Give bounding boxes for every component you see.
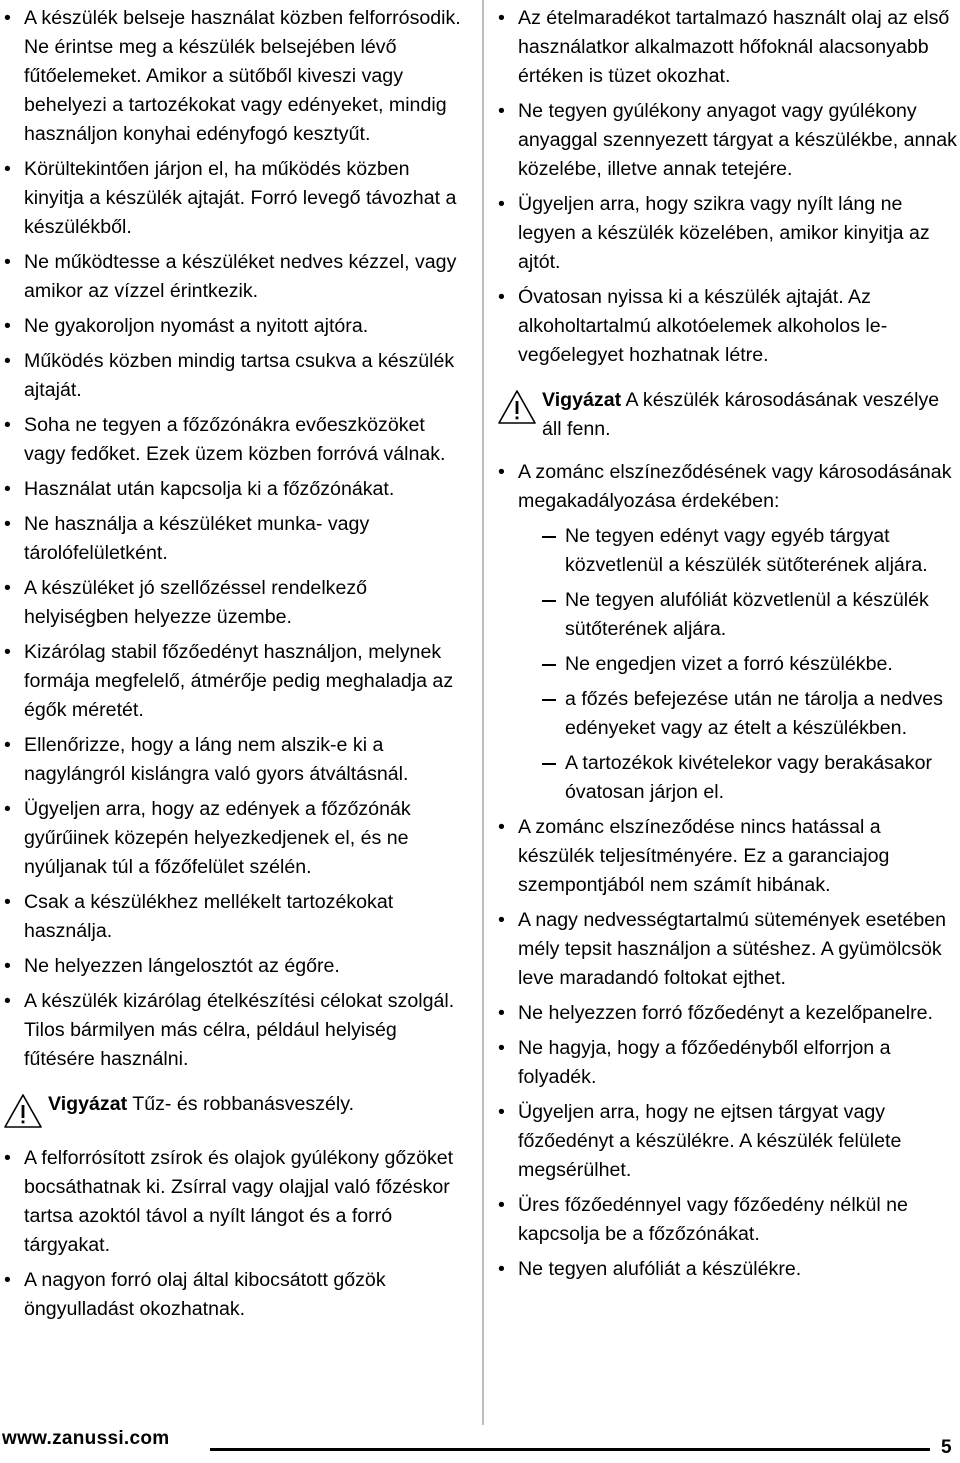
list-item: • Üres főzőedénnyel vagy főzőedény nélkül ne kapcsolja be a főzőzónákat. (496, 1191, 958, 1249)
warning-label: Vigyázat (542, 389, 622, 411)
list-item: • Használat után kapcsolja ki a főzőzónákat. (2, 475, 465, 504)
left-bullet-list-2 (2, 1144, 465, 1324)
right-bullet-list-2 (496, 813, 958, 1284)
list-item: • Működés közben mindig tartsa csukva a készülék ajtaját. (2, 347, 465, 405)
warning-triangle-icon (2, 1092, 44, 1130)
list-item: • A nagyon forró olaj által kibocsátott gőzök öngyulladást okozhatnak. (2, 1266, 465, 1324)
damage-warning (496, 386, 958, 444)
list-item: • Csak a készülékhez mellékelt tartozékokat használja. (2, 888, 465, 946)
list-item: • A készülék belseje használat közben felforrósodik. Ne érintse meg a készülék belsejében lévő fűtőelemeket. Amikor a sütőből kiveszi vagy behelyezi a tartozékokat vagy edényeket, mindig használjon konyhai edényfogó kesztyűt. (2, 4, 465, 149)
list-item: • Ügyeljen arra, hogy az edények a főzőzónák gyűrűinek közepén helyezkedjenek el, és ne nyúljanak túl a főzőfelület szélén. (2, 795, 465, 882)
list-item: • Körültekintően járjon el, ha működés közben kinyitja a készülék ajtaját. Forró levegő távozhat a készülékből. (2, 155, 465, 242)
list-item: • Ne használja a készüléket munka- vagy tárolófelületként. (2, 510, 465, 568)
right-column (496, 4, 958, 1290)
dash-list-item: A tartozékok kivételekor vagy berakásakor óvatosan járjon el. (518, 749, 958, 807)
list-item: • A készüléket jó szellőzéssel rendelkező helyiségben helyezze üzembe. (2, 574, 465, 632)
list-item: • Ellenőrizze, hogy a láng nem alszik-e ki a nagylángról kislángra való gyors átváltásnál. (2, 731, 465, 789)
footer-rule (210, 1448, 930, 1451)
dash-list-item: Ne engedjen vizet a forró készülékbe. (518, 650, 958, 679)
warning-text (542, 386, 958, 444)
warning-text (48, 1090, 354, 1119)
enamel-list (496, 458, 958, 807)
list-item: • A nagy nedvességtartalmú sütemények esetében mély tepsit használjon a sütéshez. A gyümölcsök leve maradandó foltokat ejthet. (496, 906, 958, 993)
warning-message: Tűz- és robbanásveszély. (127, 1093, 355, 1115)
list-item: • Ne működtesse a készüléket nedves kézzel, vagy amikor az vízzel érintkezik. (2, 248, 465, 306)
list-item: • Ügyeljen arra, hogy szikra vagy nyílt láng ne legyen a készülék közelében, amikor kinyitja az ajtót. (496, 190, 958, 277)
list-item: • Óvatosan nyissa ki a készülék ajtaját. Az alkoholtartalmú alkotóelemek alkoholos levegőelegyet hozhatnak létre. (496, 283, 958, 370)
list-item: • Ne tegyen alufóliát a készülékre. (496, 1255, 958, 1284)
list-item: • Az ételmaradékot tartalmazó használt olaj az első használatkor alkalmazott hőfoknál alacsonyabb értéken is tüzet okozhat. (496, 4, 958, 91)
left-bullet-list-1 (2, 4, 465, 1074)
list-item: • Ne gyakoroljon nyomást a nyitott ajtóra. (2, 312, 465, 341)
list-item: • Ne helyezzen forró főzőedényt a kezelőpanelre. (496, 999, 958, 1028)
dash-list-item: Ne tegyen alufóliát közvetlenül a készülék sütőterének aljára. (518, 586, 958, 644)
warning-message: A készülék károsodásának veszélye áll fenn. (542, 389, 940, 440)
dash-list-item: Ne tegyen edényt vagy egyéb tárgyat közvetlenül a készülék sütőterének aljára. (518, 522, 958, 580)
dash-list-item: a főzés befejezése után ne tárolja a nedves edényeket vagy az ételt a készülékben. (518, 685, 958, 743)
list-item: • A zománc elszíneződése nincs hatással a készülék teljesítményére. Ez a garanciajog szempontjából nem számít hibának. (496, 813, 958, 900)
warning-triangle-icon (496, 388, 538, 426)
list-item: • A készülék kizárólag ételkészítési célokat szolgál. Tilos bármilyen más célra, például helyiség fűtésére használni. (2, 987, 465, 1074)
list-item: • Ügyeljen arra, hogy ne ejtsen tárgyat vagy főzőedényt a készülékre. A készülék felülete megsérülhet. (496, 1098, 958, 1185)
list-item: • Ne helyezzen lángelosztót az égőre. (2, 952, 465, 981)
warning-label: Vigyázat (48, 1093, 128, 1115)
left-column (2, 4, 465, 1330)
column-divider (482, 0, 484, 1425)
page-number: 5 (941, 1437, 952, 1458)
list-item: • A felforrósított zsírok és olajok gyúlékony gőzöket bocsáthatnak ki. Zsírral vagy olajjal való főzéskor tartsa azoktól távol a nyílt lángot és a forró tárgyakat. (2, 1144, 465, 1260)
right-bullet-list-1 (496, 4, 958, 370)
list-item: • Ne hagyja, hogy a főzőedényből elforrjon a folyadék. (496, 1034, 958, 1092)
enamel-intro: A zománc elszíneződésének vagy károsodásának megakadályozása érdekében: (518, 461, 952, 512)
dash-list (518, 522, 958, 807)
list-item: • Kizárólag stabil főzőedényt használjon, melynek formája megfelelő, átmérője pedig meghaladja az égők méretét. (2, 638, 465, 725)
fire-explosion-warning (2, 1090, 465, 1130)
list-item: • Ne tegyen gyúlékony anyagot vagy gyúlékony anyaggal szennyezett tárgyat a készülékbe, annak közelébe, illetve annak tetejére. (496, 97, 958, 184)
list-item: • Soha ne tegyen a főzőzónákra evőeszközöket vagy fedőket. Ezek üzem közben forróvá válnak. (2, 411, 465, 469)
list-item (496, 458, 958, 807)
website-url: www.zanussi.com (2, 1428, 170, 1449)
